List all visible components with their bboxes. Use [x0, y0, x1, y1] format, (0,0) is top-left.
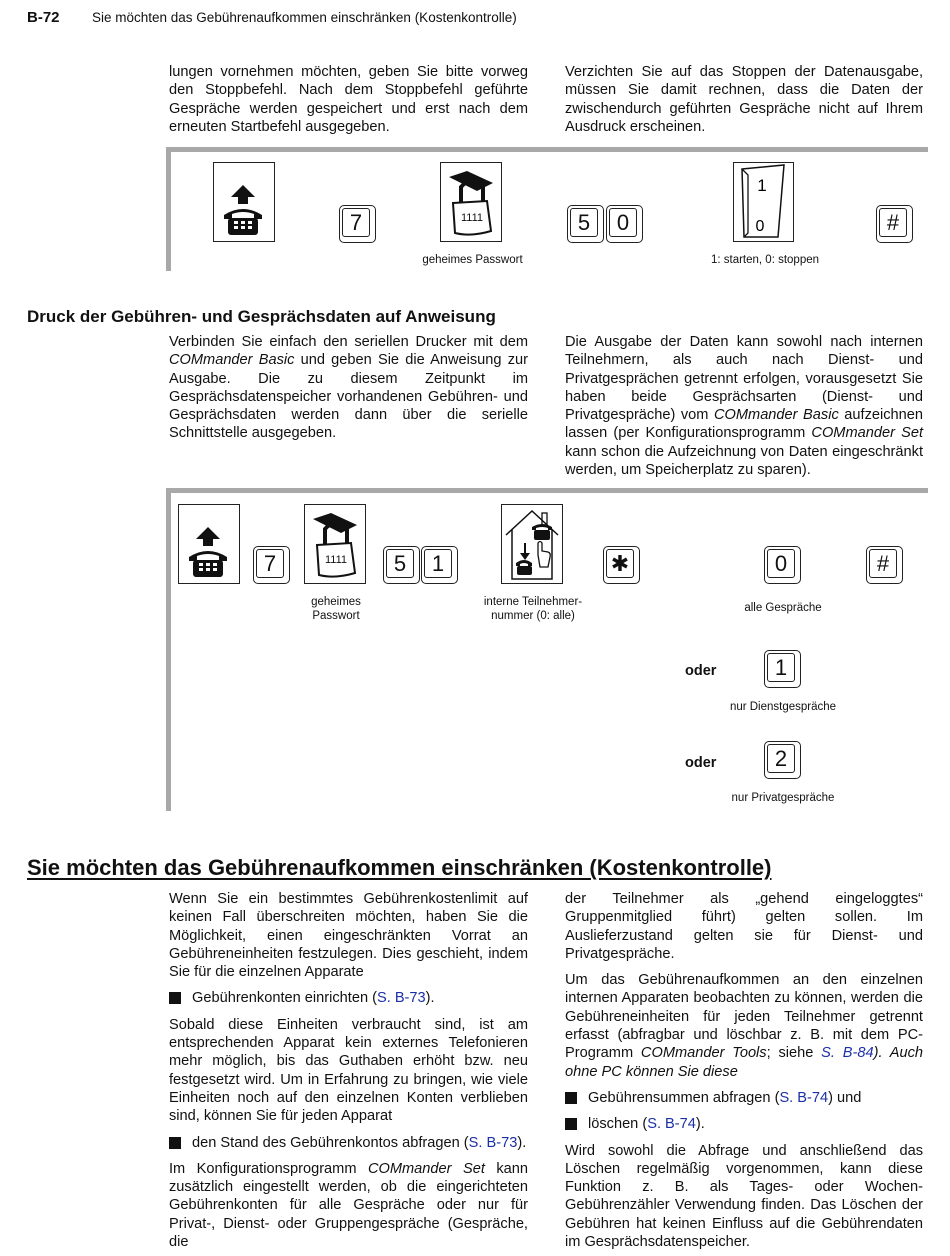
running-title: Sie möchten das Gebührenaufkommen einschränken (Kostenkontrolle)	[92, 10, 517, 25]
page-link[interactable]: S. B-74	[647, 1116, 696, 1133]
or-label: oder	[685, 663, 717, 679]
page-link[interactable]: S. B-73	[468, 1134, 518, 1151]
lock-code: 1111	[324, 554, 348, 566]
handset-lift-icon	[213, 162, 275, 242]
caption-all-calls: alle Gespräche	[744, 602, 822, 614]
key-0: 0	[606, 205, 643, 243]
page-number: B-72	[27, 9, 60, 26]
bullet-item: Gebührenkonten einrichten (S. B-73).	[169, 989, 528, 1007]
top-left-paragraph: lungen vornehmen möchten, geben Sie bitte vorweg den Stoppbefehl. Nach dem Stoppbefehl geführte Gespräche werden gespeichert und erst nach dem erneuten Startbefehl ausgegeben.	[169, 64, 528, 135]
padlock-icon	[440, 162, 502, 242]
section1-right-paragraph: Die Ausgabe der Daten kann sowohl nach internen Teilnehmern, als auch nach Dienst- und Privatgesprächen getrennt erfolgen, vorausgesetzt Sie haben beide Gesprächsarten (Dienst- und Privatgespräche) vom COMmander Basic aufzeichnen lassen (per Konfigurationsprogramm COMmander Set kann schon die Aufzeichnung von Daten eingeschränkt werden, um Speicherplatz zu sparen).	[565, 334, 923, 479]
padlock-icon	[304, 504, 366, 584]
section-heading-cost-control: Sie möchten das Gebührenaufkommen einschränken (Kostenkontrolle)	[27, 855, 772, 880]
bullet-item: Gebührensummen abfragen (S. B-74) und	[565, 1089, 923, 1107]
section-heading-print-data: Druck der Gebühren- und Gesprächsdaten auf Anweisung	[27, 307, 496, 326]
top-right-paragraph: Verzichten Sie auf das Stoppen der Datenausgabe, müssen Sie damit rechnen, dass die Daten der zwischendurch geführten Gespräche nicht auf Ihrem Ausdruck erscheinen.	[565, 64, 923, 135]
section2-left-column: Wenn Sie ein bestimmtes Gebührenkostenlimit auf keinen Fall überschreiten möchten, haben Sie die Möglichkeit, einen eingeschränkten Vorrat an Gebühreneinheiten festzulegen. Dies geschieht, indem Sie für die einzelnen Apparate Gebührenkonten einrichten (S. B-73). Sobald diese Einheiten verbraucht sind, ist am entsprechenden Apparat kein externes Telefonieren mehr möglich, bis das Guthaben erhöht bzw. neu festgesetzt wird. Um in Erfahrung zu bringen, wie viele Einheiten noch auf den einzelnen Konten verblieben sind, können Sie für jeden Apparat den Stand des Gebührenkontos abfragen (S. B-73). Im Konfigurationsprogramm COMmander Set kann zusätzlich eingestellt werden, ob die eingerichteten Gebührenkonten für alle Gespräche oder nur für Privat-, Dienst- oder Gruppengespräche (Gespräche, die	[169, 891, 529, 1251]
caption-internal-number: interne Teilnehmer- nummer (0: alle)	[483, 596, 583, 622]
lock-code: 1111	[460, 212, 484, 224]
bullet-item: den Stand des Gebührenkontos abfragen (S. B-73).	[169, 1134, 528, 1152]
section2-right-column: der Teilnehmer als „gehend eingeloggtes“ Gruppenmitglied führt) gelten sollen. Im Auslieferzustand gelten sie für Dienst- und Privatgespräche. Um das Gebührenaufkommen an den einzelnen internen Apparaten beobachten zu können, werden die Gebühreneinheiten für jeden Teilnehmer getrennt erfasst (abfragbar und löschbar z. B. mit dem PC-Programm COMmander Tools; siehe S. B-84). Auch ohne PC können Sie diese Gebührensummen abfragen (S. B-74) und löschen (S. B-74). Wird sowohl die Abfrage und anschließend das Löschen regelmäßig vorgenommen, kann diese Funktion z. B. als Tages- oder Wochen-Gebührenzähler Verwendung finden. Das Löschen der Gebühren hat keinen Einfluss auf die Gebührendaten im Gesprächsdatenspeicher.	[565, 891, 924, 1251]
key-2-option: 2	[764, 741, 801, 779]
page-link[interactable]: S. B-84	[821, 1045, 874, 1062]
key-5: 5	[567, 205, 604, 243]
caption-business-calls: nur Dienstgespräche	[729, 701, 837, 713]
key-7: 7	[339, 205, 376, 243]
internal-subscriber-icon	[501, 504, 563, 584]
switch-on-label: 1	[757, 176, 767, 195]
caption-secret-password: geheimes Passwort	[422, 254, 523, 266]
page-link[interactable]: S. B-73	[376, 990, 426, 1007]
key-7: 7	[253, 546, 290, 584]
start-stop-switch-icon	[733, 162, 794, 242]
or-label: oder	[685, 755, 717, 771]
key-hash: #	[876, 205, 913, 243]
caption-private-calls: nur Privatgespräche	[731, 792, 835, 804]
key-hash: #	[866, 546, 903, 584]
key-0: 0	[764, 546, 801, 584]
key-1: 1	[421, 546, 458, 584]
section1-left-paragraph: Verbinden Sie einfach den seriellen Drucker mit dem COMmander Basic und geben Sie die Anweisung zur Ausgabe. Die zu diesem Zeitpunkt im Gesprächsdatenspeicher vorhandenen Gebühren- und Gesprächsdaten werden dann über die serielle Schnittstelle ausgegeben.	[169, 334, 528, 442]
page-link[interactable]: S. B-74	[779, 1089, 829, 1106]
bullet-item: löschen (S. B-74).	[565, 1115, 923, 1133]
key-star: ✱	[603, 546, 640, 584]
key-1-option: 1	[764, 650, 801, 688]
handset-lift-icon	[178, 504, 240, 584]
caption-start-stop: 1: starten, 0: stoppen	[710, 254, 820, 266]
key-5: 5	[383, 546, 420, 584]
caption-secret-password: geheimes Passwort	[311, 596, 361, 622]
switch-off-label: 0	[755, 218, 765, 235]
